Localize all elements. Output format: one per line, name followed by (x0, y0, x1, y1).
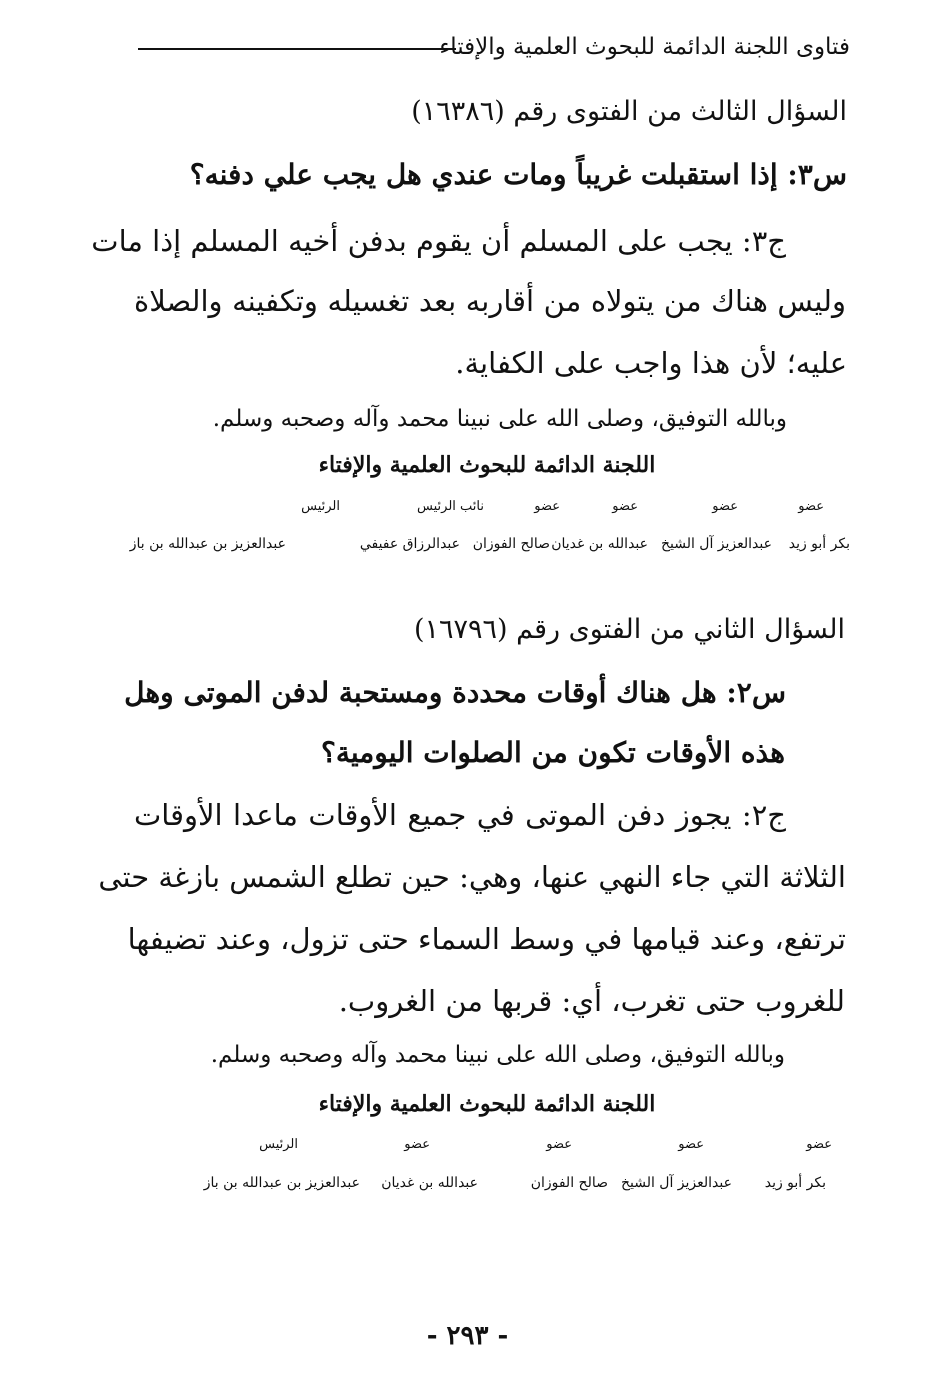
signatory-role: عضو (546, 1137, 572, 1152)
answer-2-line-3: ترتفع، وعند قيامها في وسط السماء حتى تزول، وعند تضيفها (127, 922, 846, 956)
question-2-line-1: س٢: هل هناك أوقات محددة ومستحبة لدفن الموتى وهل (124, 676, 786, 709)
signature-roles-1 (120, 496, 850, 518)
signatory-name: بكر أبو زيد (788, 536, 850, 552)
answer-1-line-1: ج٣: يجب على المسلم أن يقوم بدفن أخيه المسلم إذا مات (91, 224, 786, 258)
signatory-role: عضو (806, 1137, 832, 1152)
question-1: س٣: إذا استقبلت غريباً ومات عندي هل يجب علي دفنه؟ (189, 158, 847, 191)
closing-2: وبالله التوفيق، وصلى الله على نبينا محمد وآله وصحبه وسلم. (210, 1042, 785, 1068)
signatory-name: صالح الفوزان (472, 536, 550, 552)
signatory-name: عبدالعزيز آل الشيخ (660, 536, 772, 552)
answer-2-line-2: الثلاثة التي جاء النهي عنها، وهي: حين تطلع الشمس بازغة حتى (98, 860, 846, 894)
signatory-role: عضو (534, 499, 560, 514)
signatory-role: عضو (404, 1137, 430, 1152)
signatory-role: عضو (612, 499, 638, 514)
signatory-role: الرئيس (301, 499, 340, 514)
question-2-line-2: هذه الأوقات تكون من الصلوات اليومية؟ (320, 736, 785, 769)
signatory-name: عبدالعزيز آل الشيخ (620, 1175, 732, 1191)
answer-1-line-2: وليس هناك من يتولاه من أقاربه بعد تغسيله وتكفينه والصلاة (134, 284, 846, 318)
committee-1: اللجنة الدائمة للبحوث العلمية والإفتاء (318, 452, 656, 478)
signatory-name: عبدالعزيز بن عبدالله بن باز (129, 536, 286, 552)
signatory-role: عضو (678, 1137, 704, 1152)
signatory-name: عبدالرزاق عفيفي (359, 536, 460, 552)
answer-1-line-3: عليه؛ لأن هذا واجب على الكفاية. (455, 346, 847, 380)
committee-2: اللجنة الدائمة للبحوث العلمية والإفتاء (318, 1091, 656, 1117)
header-title: فتاوى اللجنة الدائمة للبحوث العلمية والإفتاء (439, 34, 850, 60)
signatory-name: عبدالله بن غديان (551, 536, 648, 552)
running-header (138, 30, 850, 68)
signature-names-2 (140, 1172, 840, 1194)
question-heading-1: السؤال الثالث من الفتوى رقم (١٦٣٨٦) (411, 96, 847, 127)
signature-names-1 (120, 533, 850, 555)
header-rule (138, 48, 456, 50)
answer-2-line-1: ج٢: يجوز دفن الموتى في جميع الأوقات ماعدا الأوقات (134, 798, 786, 832)
signatory-role: عضو (798, 499, 824, 514)
page-number: - ٢٩٣ - (426, 1321, 509, 1351)
signatory-role: نائب الرئيس (417, 499, 484, 514)
answer-2-line-4: للغروب حتى تغرب، أي: قربها من الغروب. (338, 984, 845, 1018)
signature-roles-2 (140, 1134, 840, 1156)
signatory-role: عضو (712, 499, 738, 514)
signatory-name: صالح الفوزان (530, 1175, 608, 1191)
signatory-role: الرئيس (259, 1137, 298, 1152)
question-heading-2: السؤال الثاني من الفتوى رقم (١٦٧٩٦) (413, 614, 845, 645)
signatory-name: عبدالعزيز بن عبدالله بن باز (203, 1175, 360, 1191)
signatory-name: عبدالله بن غديان (381, 1175, 478, 1191)
closing-1: وبالله التوفيق، وصلى الله على نبينا محمد وآله وصحبه وسلم. (212, 406, 787, 432)
signatory-name: بكر أبو زيد (764, 1175, 826, 1191)
